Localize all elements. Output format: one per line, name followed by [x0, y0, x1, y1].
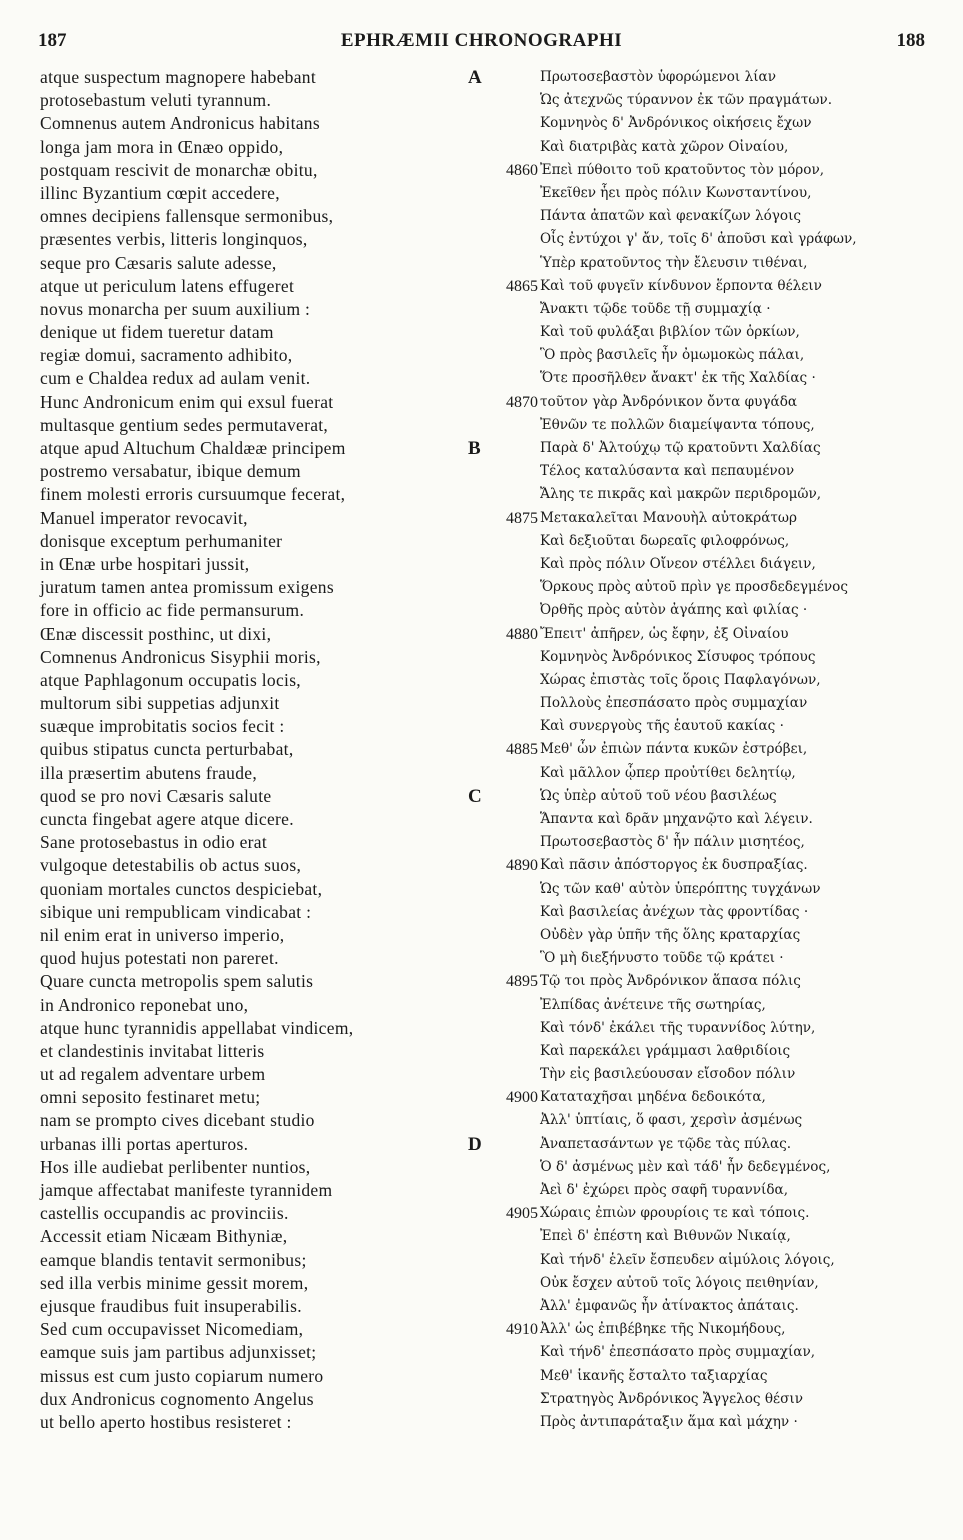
greek-line — [490, 112, 930, 135]
greek-line — [490, 599, 930, 622]
latin-column — [40, 66, 480, 1434]
verse-number: 4880 — [506, 625, 538, 643]
greek-line-text: Ὅτε προσῆλθεν ἄνακτ' ἐκ τῆς Χαλδίας · — [540, 370, 816, 387]
greek-line-text: Τῷ τοι πρὸς Ἀνδρόνικον ἅπασα πόλις — [540, 973, 801, 990]
greek-line-text: Τέλος καταλύσαντα καὶ πεπαυμένον — [540, 463, 795, 480]
latin-line: postquam rescivit de monarchæ obitu, — [40, 159, 318, 180]
greek-line — [490, 831, 930, 854]
greek-line — [490, 994, 930, 1017]
verse-number: 4895 — [506, 973, 538, 991]
greek-line-text: Ἀεὶ δ' ἐχώρει πρὸς σαφῆ τυραννίδα, — [540, 1182, 789, 1198]
greek-line-text: Οἷς ἐντύχοι γ' ἄν, τοῖς δ' ἀποῦσι καὶ γράφων, — [540, 231, 857, 248]
latin-line: Hunc Andronicum enim qui exsul fuerat — [40, 391, 334, 412]
latin-line: in Œnæ urbe hospitari jussit, — [40, 553, 250, 574]
latin-line: atque apud Altuchum Chaldææ principem — [40, 438, 346, 458]
greek-line — [490, 553, 930, 576]
latin-line: quod hujus potestati non pareret. — [40, 948, 279, 969]
greek-line-text: Ὃ μὴ διεξήνυστο τοῦδε τῷ κράτει · — [540, 950, 784, 967]
verse-number: 4905 — [506, 1205, 538, 1223]
greek-line-text: Καὶ βασιλείας ἀνέχων τὰς φροντίδας · — [540, 903, 809, 920]
greek-column — [468, 66, 930, 1434]
greek-line — [490, 1272, 930, 1295]
greek-line-text: Παρὰ δ' Ἀλτούχῳ τῷ κρατοῦντι Χαλδίας — [540, 440, 821, 456]
latin-line: Manuel imperator revocavit, — [40, 507, 248, 528]
greek-line-text: Ἐκεῖθεν ἧει πρὸς πόλιν Κωνσταντίνου, — [540, 184, 812, 201]
latin-line: atque hunc tyrannidis appellabat vindicem, — [40, 1017, 354, 1038]
running-title: EPHRÆMII CHRONOGRAPHI — [340, 30, 623, 51]
greek-line-text: Ἐπεὶ πύθοιτο τοῦ κρατοῦντος τὸν μόρον, — [540, 161, 825, 178]
greek-line-text: Καὶ παρεκάλει γράμμασι λαθριδίοις — [540, 1042, 791, 1059]
greek-line-text: Ἔπειτ' ἀπῆρεν, ὡς ἔφην, ἐξ Οἰναίου — [540, 625, 789, 642]
latin-line: sibique uni rempublicam vindicabat : — [40, 901, 312, 922]
greek-line-text: Καὶ τήνδ' ἐπεσπάσατο πρὸς συμμαχίαν, — [540, 1344, 816, 1361]
greek-line-text: Καὶ πᾶσιν ἀπόστοργος ἐκ δυσπραξίας. — [540, 857, 808, 874]
greek-line-text: Χώραις ἐπιὼν φρουρίοις τε καὶ τόποις. — [540, 1205, 810, 1222]
latin-line: Quare cuncta metropolis spem salutis — [40, 971, 314, 992]
greek-line — [490, 275, 930, 298]
greek-line — [490, 1179, 930, 1202]
latin-line: et clandestinis invitabat litteris — [40, 1040, 265, 1061]
greek-line — [490, 136, 930, 159]
page-header — [38, 30, 925, 54]
greek-line-text: Καὶ τήνδ' ἑλεῖν ἔσπευδεν αἱμύλοις λόγοις, — [540, 1251, 835, 1268]
greek-line-text: Μεθ' ὧν ἐπιὼν πάντα κυκῶν ἐστρόβει, — [540, 741, 808, 758]
greek-line — [490, 692, 930, 715]
greek-line-text: Ἐλπίδας ἀνέτεινε τῆς σωτηρίας, — [540, 996, 766, 1013]
greek-line-text: Ἄλης τε πικρᾶς καὶ μακρῶν περιδρομῶν, — [540, 486, 822, 503]
latin-line: denique ut fidem tueretur datam — [40, 322, 274, 343]
latin-line: missus est cum justo copiarum numero — [40, 1365, 324, 1386]
latin-line: atque suspectum magnopere habebant — [40, 67, 317, 87]
greek-line-text: Πρωτοσεβαστὸς δ' ἦν πάλιν μισητέος, — [540, 834, 805, 851]
greek-line — [490, 878, 930, 901]
latin-line: atque ut periculum latens effugeret — [40, 275, 295, 296]
greek-line-text: Χώρας ἐπιστὰς τοῖς ὅροις Παφλαγόνων, — [540, 671, 821, 688]
greek-line-text: Κομνηνὸς Ἀνδρόνικος Σίσυφος τρόπους — [540, 648, 816, 665]
greek-line-text: Ὡς ὑπὲρ αὐτοῦ τοῦ νέου βασιλέως — [540, 787, 777, 804]
latin-line: jamque affectabat manifeste tyrannidem — [40, 1180, 333, 1200]
greek-line — [490, 947, 930, 970]
greek-line — [490, 1249, 930, 1272]
greek-line-text: Καταταχῆσαι μηδένα δεδοικότα, — [540, 1089, 766, 1106]
greek-line-text: Ἀλλ' ὡς ἐπιβέβηκε τῆς Νικομήδους, — [540, 1321, 786, 1338]
verse-number: 4885 — [506, 741, 538, 759]
greek-line — [490, 623, 930, 646]
greek-line — [490, 391, 930, 414]
greek-line — [490, 1017, 930, 1040]
section-marker: B — [468, 438, 481, 459]
greek-line — [490, 1063, 930, 1086]
greek-line-text: Μεθ' ἱκανῆς ἔσταλτο ταξιαρχίας — [540, 1367, 768, 1384]
greek-line — [490, 530, 930, 553]
latin-line: Œnæ discessit posthinc, ut dixi, — [40, 623, 272, 644]
latin-line: ut ad regalem adventare urbem — [40, 1064, 266, 1085]
greek-line-text: Στρατηγὸς Ἀνδρόνικος Ἄγγελος θέσιν — [540, 1390, 803, 1407]
section-marker: A — [468, 67, 482, 88]
greek-line — [490, 738, 930, 761]
latin-line: urbanas illi portas aperturos. — [40, 1133, 249, 1154]
latin-line: Sed cum occupavisset Nicomediam, — [40, 1319, 304, 1340]
greek-line-text: Καὶ τόνδ' ἐκάλει τῆς τυραννίδος λύτην, — [540, 1019, 816, 1036]
latin-line: eamque blandis tentavit sermonibus; — [40, 1249, 307, 1270]
greek-line — [490, 1365, 930, 1388]
latin-line: protosebastum veluti tyrannum. — [40, 90, 272, 111]
latin-line: castellis occupandis ac provinciis. — [40, 1203, 289, 1224]
section-marker: C — [468, 785, 482, 807]
greek-line-text: Πάντα ἀπατῶν καὶ φενακίζων λόγοις — [540, 208, 802, 225]
latin-line: Comnenus autem Andronicus habitans — [40, 113, 320, 134]
latin-line: quod se pro novi Cæsaris salute — [40, 785, 272, 806]
greek-line — [490, 182, 930, 205]
greek-line-text: Ὅρκους πρὸς αὐτοῦ πρὶν γε προσδεδεγμένος — [540, 579, 848, 596]
greek-line-text: Ὁ δ' ἀσμένως μὲν καὶ τάδ' ἦν δεδεγμένος, — [540, 1158, 831, 1175]
latin-line: atque Paphlagonum occupatis locis, — [40, 669, 301, 690]
greek-line-text: Καὶ τοῦ φυγεῖν κίνδυνον ἕρποντα θέλειν — [540, 277, 822, 294]
greek-line-text: τοῦτον γὰρ Ἀνδρόνικον ὄντα φυγάδα — [540, 393, 798, 410]
greek-line-text: Καὶ πρὸς πόλιν Οἴνεον στέλλει διάγειν, — [540, 555, 816, 572]
verse-number: 4870 — [506, 393, 538, 411]
latin-line: omnes decipiens fallensque sermonibus, — [40, 206, 334, 227]
latin-line: cum e Chaldea redux ad aulam venit. — [40, 368, 311, 389]
greek-line — [490, 970, 930, 993]
latin-line: postremo versabatur, ibique demum — [40, 461, 301, 482]
greek-line — [490, 252, 930, 275]
greek-line — [490, 1295, 930, 1318]
latin-line: omni seposito festinaret metu; — [40, 1087, 261, 1108]
latin-line: dux Andronicus cognomento Angelus — [40, 1388, 314, 1409]
greek-line-text: Ἐθνῶν τε πολλῶν διαμείψαντα τόπους, — [540, 416, 815, 433]
latin-line: novus monarcha per suum auxilium : — [40, 298, 311, 319]
greek-line — [490, 460, 930, 483]
latin-line: nil enim erat in universo imperio, — [40, 924, 285, 945]
greek-line-text: Ἅπαντα καὶ δρᾶν μηχανῷτο καὶ λέγειν. — [540, 811, 813, 827]
greek-line — [490, 1202, 930, 1225]
latin-line: in Andronico reponebat uno, — [40, 994, 249, 1015]
greek-line-text: Καὶ διατριβὰς κατὰ χῶρον Οἰναίου, — [540, 138, 789, 155]
greek-line — [490, 159, 930, 182]
greek-line-text: Οὐδὲν γὰρ ὑπῆν τῆς ὅλης κραταρχίας — [540, 926, 801, 943]
latin-line: præsentes verbis, litteris longinquos, — [40, 229, 308, 250]
latin-line: regiæ domui, sacramento adhibito, — [40, 345, 293, 366]
latin-line: illa præsertim abutens fraude, — [40, 762, 257, 783]
verse-number: 4860 — [506, 161, 538, 179]
greek-line-text: Καὶ τοῦ φυλάξαι βιβλίον τῶν ὁρκίων, — [540, 324, 800, 341]
greek-line — [490, 854, 930, 877]
greek-line — [490, 89, 930, 112]
greek-line-text: Ἀλλ' ἐμφανῶς ἦν ἀτίνακτος ἀπάταις. — [540, 1297, 799, 1314]
latin-line: suæque improbitatis socios fecit : — [40, 716, 285, 737]
latin-line: nam se prompto cives dicebant studio — [40, 1110, 315, 1131]
latin-line: cuncta fingebat agere atque dicere. — [40, 809, 294, 829]
latin-line: illinc Byzantium cœpit accedere, — [40, 182, 280, 203]
greek-line-text: Πρωτοσεβαστὸν ὑφορώμενοι λίαν — [540, 69, 776, 85]
latin-line: seque pro Cæsaris salute adesse, — [40, 252, 277, 273]
greek-line — [490, 924, 930, 947]
greek-line — [490, 1225, 930, 1248]
greek-line — [490, 901, 930, 924]
greek-line — [490, 483, 930, 506]
greek-line-text: Ἀλλ' ὑπτίαις, ὅ φασι, χερσὶν ἀσμένως — [540, 1112, 803, 1129]
greek-line-text: Μετακαλεῖται Μανουὴλ αὐτοκράτωρ — [540, 509, 797, 526]
greek-line — [490, 1388, 930, 1411]
greek-line-text: Ἄνακτι τῷδε τοῦδε τῇ συμμαχίᾳ · — [540, 300, 771, 317]
latin-line: vulgoque detestabilis ob actus suos, — [40, 855, 302, 876]
verse-number: 4910 — [506, 1321, 538, 1339]
section-marker: D — [468, 1133, 482, 1155]
greek-line-text: Πρὸς ἀντιπαράταξιν ἅμα καὶ μάχην · — [540, 1413, 798, 1430]
greek-line — [490, 228, 930, 251]
greek-line — [490, 205, 930, 228]
greek-line — [490, 1318, 930, 1341]
greek-line — [490, 646, 930, 669]
latin-line: Accessit etiam Nicæam Bithyniæ, — [40, 1226, 288, 1247]
verse-number: 4865 — [506, 277, 538, 295]
latin-line: longa jam mora in Œnæo oppido, — [40, 136, 284, 157]
greek-line-text: Καὶ δεξιοῦται δωρεαῖς φιλοφρόνως, — [540, 532, 790, 549]
page-number-left: 187 — [38, 30, 67, 51]
greek-line — [490, 298, 930, 321]
greek-line — [490, 414, 930, 437]
latin-line: multasque gentium sedes permutaverat, — [40, 414, 329, 435]
greek-line — [490, 1040, 930, 1063]
greek-line — [490, 1156, 930, 1179]
greek-line-text: Ὑπὲρ κρατοῦντος τὴν ἔλευσιν τιθέναι, — [540, 254, 808, 271]
greek-line-text: Ὡς τῶν καθ' αὐτὸν ὑπερόπτης τυγχάνων — [540, 880, 821, 897]
greek-line-text: Οὐκ ἔσχεν αὐτοῦ τοῖς λόγοις πειθηνίαν, — [540, 1274, 819, 1291]
greek-line-text: Πολλοὺς ἐπεσπάσατο πρὸς συμμαχίαν — [540, 695, 808, 712]
greek-line — [490, 715, 930, 738]
greek-line — [468, 1133, 930, 1156]
greek-line — [490, 669, 930, 692]
greek-line — [490, 321, 930, 344]
greek-line — [468, 66, 930, 89]
greek-line-text: Ἀναπετασάντων γε τῷδε τὰς πύλας. — [540, 1135, 792, 1152]
greek-line — [490, 344, 930, 367]
latin-line: Hos ille audiebat perlibenter nuntios, — [40, 1156, 311, 1177]
verse-number: 4890 — [506, 857, 538, 875]
latin-line: eamque suis jam partibus adjunxisset; — [40, 1342, 317, 1363]
greek-line-text: Ὀρθῆς πρὸς αὐτὸν ἀγάπης καὶ φιλίας · — [540, 602, 808, 619]
greek-line-text: Καὶ μᾶλλον ᾧπερ προὐτίθει δελητίῳ, — [540, 764, 796, 781]
greek-line-text: Ὃ πρὸς βασιλεῖς ἦν ὀμωμοκὼς πάλαι, — [540, 347, 805, 364]
verse-number: 4875 — [506, 509, 538, 527]
latin-line: donisque exceptum perhumaniter — [40, 530, 283, 551]
greek-line — [490, 507, 930, 530]
greek-line — [490, 367, 930, 390]
latin-line: finem molesti erroris cursuumque fecerat, — [40, 484, 346, 505]
greek-line — [490, 576, 930, 599]
greek-line-text: Τὴν εἰς βασιλεύουσαν εἴσοδον πόλιν — [540, 1066, 796, 1083]
latin-line: ut bello aperto hostibus resisteret : — [40, 1411, 292, 1432]
latin-line: Comnenus Andronicus Sisyphii moris, — [40, 646, 321, 667]
greek-line — [490, 762, 930, 785]
greek-line — [490, 1086, 930, 1109]
latin-line: quibus stipatus cuncta perturbabat, — [40, 739, 294, 760]
greek-line — [490, 1341, 930, 1364]
greek-line-text: Ἐπεὶ δ' ἐπέστη καὶ Βιθυνῶν Νικαίᾳ, — [540, 1228, 791, 1245]
greek-line — [490, 1109, 930, 1132]
greek-line — [490, 1411, 930, 1434]
latin-line: juratum tamen antea promissum exigens — [40, 577, 334, 598]
greek-line — [490, 808, 930, 831]
greek-line — [468, 437, 930, 460]
verse-number: 4900 — [506, 1089, 538, 1107]
latin-line: ejusque fraudibus fuit insuperabilis. — [40, 1295, 302, 1316]
page-number-right: 188 — [896, 30, 925, 51]
latin-line: sed illa verbis minime gessit morem, — [40, 1272, 309, 1293]
greek-line — [468, 785, 930, 808]
greek-line-text: Ὡς ἀτεχνῶς τύραννον ἐκ τῶν πραγμάτων. — [540, 92, 833, 109]
greek-line-text: Καὶ συνεργοὺς τῆς ἑαυτοῦ κακίας · — [540, 718, 784, 735]
latin-line: quoniam mortales cunctos despiciebat, — [40, 878, 323, 899]
greek-line-text: Κομνηνὸς δ' Ἀνδρόνικος οἰκήσεις ἔχων — [540, 115, 812, 132]
latin-line: Sane protosebastus in odio erat — [40, 832, 268, 853]
latin-line: multorum sibi suppetias adjunxit — [40, 693, 280, 714]
latin-line: fore in officio ac fide permansurum. — [40, 600, 305, 621]
